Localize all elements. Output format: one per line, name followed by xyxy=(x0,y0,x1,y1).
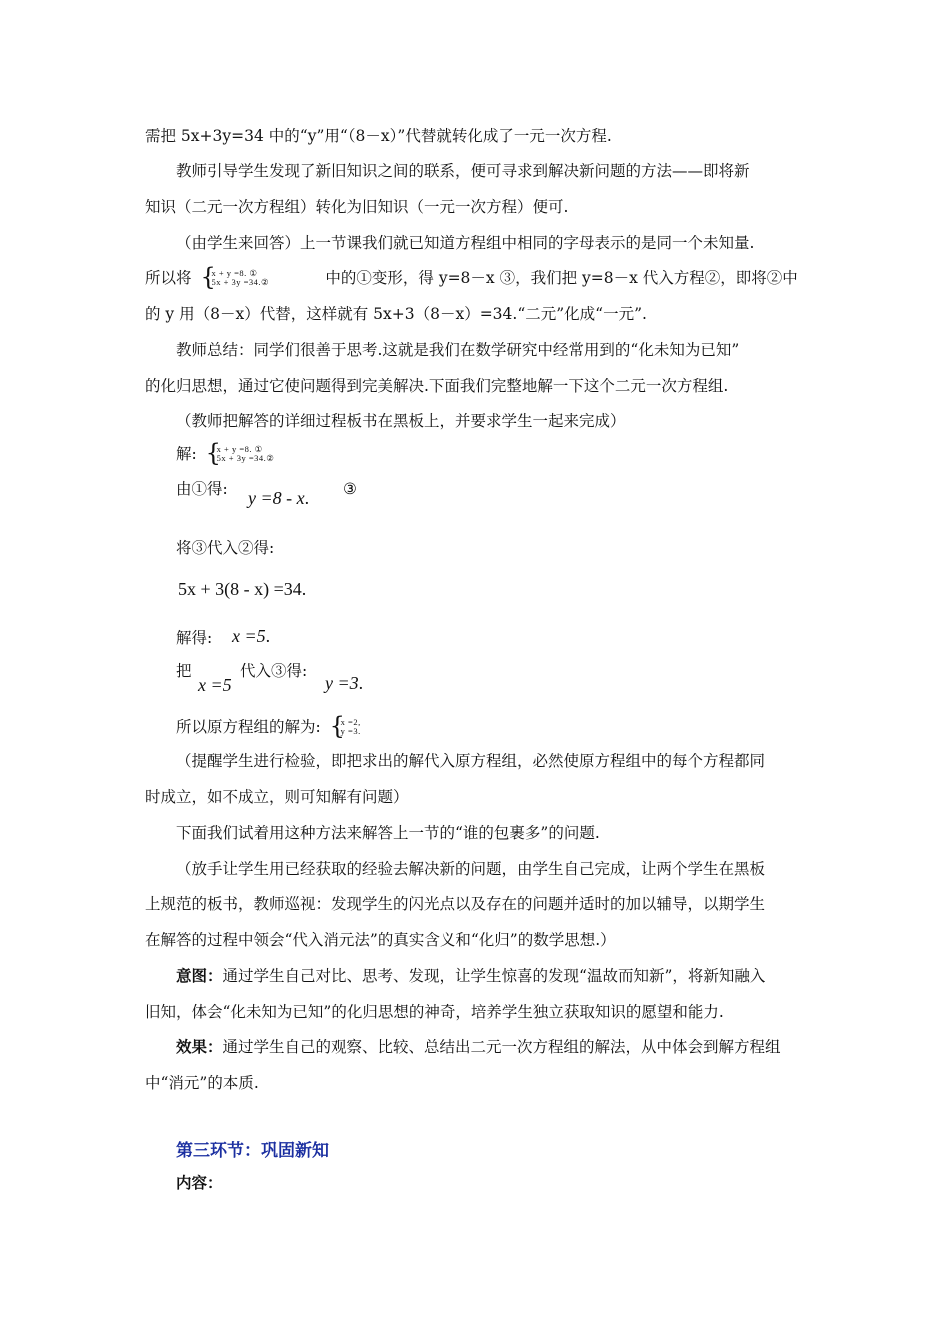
step-2-label: 将③代入②得: xyxy=(176,539,275,557)
brace-symbol: { xyxy=(329,712,345,740)
brace-symbol: { xyxy=(200,263,216,291)
equation-number: ③ xyxy=(343,480,357,498)
final-answer-label: 所以原方程组的解为: xyxy=(176,718,321,736)
solution-label: 解: xyxy=(176,445,197,463)
text-line: 下面我们试着用这种方法来解答上一节的“谁的包裹多”的问题. xyxy=(176,824,600,842)
text-line: 教师总结：同学们很善于思考.这就是我们在数学研究中经常用到的“化未知为已知” xyxy=(176,341,740,359)
text-line: 的 y 用（8－x）代替，这样就有 5x+3（8－x）=34.“二元”化成“一元”. xyxy=(145,305,647,323)
text-line: （提醒学生进行检验，即把求出的解代入原方程组，必然使原方程组中的每个方程都同 xyxy=(176,752,766,770)
equation-system xyxy=(205,439,326,467)
text-line: 时成立，如不成立，则可知解有问题） xyxy=(145,788,409,806)
step-3-label: 解得: xyxy=(176,629,213,647)
step-4-prefix: 把 xyxy=(176,662,192,680)
text-line: 需把 5x+3y=34 中的“y”用“（8－x）”代替就转化成了一元一次方程. xyxy=(145,127,612,145)
effect-line xyxy=(176,1036,781,1058)
system-row-2: 5x + 3y =34.② xyxy=(216,453,275,463)
effect-label: 效果： xyxy=(176,1038,223,1056)
step-4-equation xyxy=(325,672,363,694)
step-1-label: 由①得: xyxy=(176,480,228,498)
solution-system xyxy=(329,712,410,740)
system-row-2: 5x + 3y =34.② xyxy=(211,277,270,287)
equation-system xyxy=(200,263,320,291)
step-4-label: 代入③得: xyxy=(240,662,308,680)
system-row-1: x + y =8. ① xyxy=(216,444,263,454)
intent-label: 意图： xyxy=(176,967,223,985)
system-row-1: x + y =8. ① xyxy=(211,268,258,278)
equation-text: y =8 - x xyxy=(248,488,305,508)
text-line: 教师引导学生发现了新旧知识之间的联系，便可寻求到解决新问题的方法——即将新 xyxy=(176,162,750,180)
equation-text: y =3 xyxy=(325,673,359,693)
text-fragment: 中的①变形，得 y=8－x ③，我们把 y=8－x 代入方程②，即将②中 xyxy=(325,269,798,287)
content-label: 内容： xyxy=(176,1174,223,1192)
intent-text: 通过学生自己对比、思考、发现，让学生惊喜的发现“温故而知新”，将新知融入 xyxy=(222,967,766,985)
step-4-substitution: x =5 xyxy=(198,675,232,695)
text-line: 知识（二元一次方程组）转化为旧知识（一元一次方程）便可. xyxy=(145,198,569,216)
text-line xyxy=(145,263,798,291)
section-heading: 第三环节：巩固新知 xyxy=(176,1141,329,1161)
equation-text: 5x + 3(8 - x) =34 xyxy=(178,579,302,599)
text-fragment: 所以将 xyxy=(145,269,192,287)
text-line: 旧知，体会“化未知为已知”的化归思想的神奇，培养学生独立获取知识的愿望和能力. xyxy=(145,1003,724,1021)
text-line: 上规范的板书，教师巡视：发现学生的闪光点以及存在的问题并适时的加以辅导，以期学生 xyxy=(145,895,766,913)
text-line: （放手让学生用已经获取的经验去解决新的问题，由学生自己完成，让两个学生在黑板 xyxy=(176,860,766,878)
text-line: 的化归思想，通过它使问题得到完美解决.下面我们完整地解一下这个二元一次方程组. xyxy=(145,377,729,395)
intent-line xyxy=(176,965,765,987)
solution-row-2: y =3. xyxy=(340,726,361,736)
solution-row-1: x =2, xyxy=(340,717,361,727)
equation-period: . xyxy=(301,579,307,599)
text-line: （由学生来回答）上一节课我们就已知道方程组中相同的字母表示的是同一个未知量. xyxy=(176,234,755,252)
equation-text: x =5 xyxy=(232,626,266,646)
solution-header xyxy=(176,439,326,467)
equation-period: . xyxy=(304,488,310,508)
brace-symbol: { xyxy=(205,439,221,467)
effect-text: 通过学生自己的观察、比较、总结出二元一次方程组的解法，从中体会到解方程组 xyxy=(222,1038,781,1056)
equation-period: . xyxy=(265,626,271,646)
final-answer-line xyxy=(176,712,410,740)
step-3-equation xyxy=(232,625,270,647)
step-1-equation xyxy=(248,487,309,509)
step-2-equation xyxy=(178,578,306,600)
text-line: 在解答的过程中领会“代入消元法”的真实含义和“化归”的数学思想.） xyxy=(145,931,616,949)
equation-period: . xyxy=(358,673,364,693)
text-line: 中“消元”的本质. xyxy=(145,1074,259,1092)
text-line: （教师把解答的详细过程板书在黑板上，并要求学生一起来完成） xyxy=(176,412,626,430)
